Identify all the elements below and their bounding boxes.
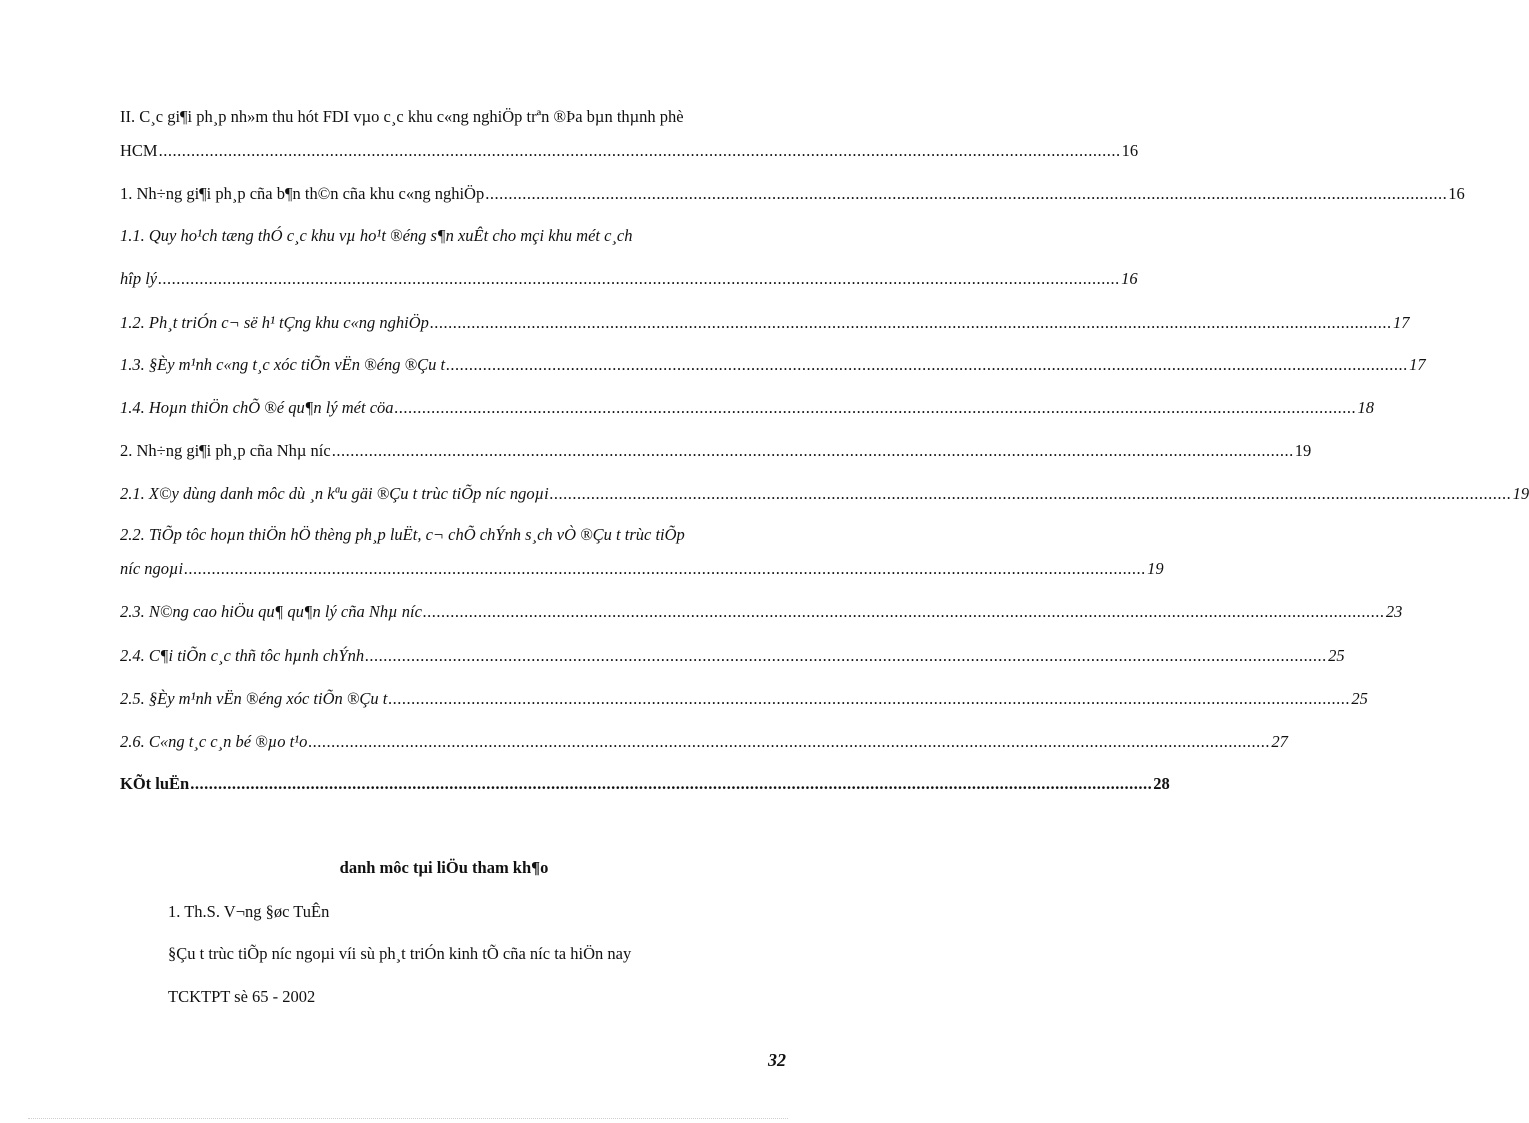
- toc-entry-ii-page: 16: [1121, 141, 1139, 160]
- toc-leader: ................................................................................................................................................................................................................: [158, 269, 1121, 288]
- toc-entry-2-6-page: 27: [1271, 732, 1288, 751]
- toc-leader: ................................................................................................................................................................................................................: [365, 646, 1328, 665]
- toc-entry-2-label: 2. Nh÷ng gi¶i ph¸p cña Nhµ níc: [120, 441, 331, 460]
- toc-entry-ii-cont: HCM: [120, 141, 158, 160]
- toc-entry-2-3: [120, 600, 1403, 622]
- toc-entry-1-4-page: 18: [1357, 398, 1375, 417]
- toc-entry-2-5-page: 25: [1351, 689, 1368, 708]
- toc-entry-1-1-page: 16: [1121, 269, 1138, 288]
- toc-entry-conclusion-label: KÕt luËn: [120, 774, 190, 793]
- toc-leader: ................................................................................................................................................................................................................: [429, 313, 1392, 332]
- toc-entry-1: [120, 182, 1465, 204]
- toc-leader: ................................................................................................................................................................................................................: [331, 441, 1294, 460]
- toc-entry-1-3-page: 17: [1409, 355, 1426, 374]
- toc-leader: ................................................................................................................................................................................................................: [308, 732, 1271, 751]
- toc-entry-1-1-line1: [120, 226, 770, 246]
- toc-entry-2-3-page: 23: [1385, 602, 1403, 621]
- toc-leader: ................................................................................................................................................................................................................: [190, 774, 1153, 793]
- reference-title: §Çu t trùc tiÕp níc ngoµi víi sù ph¸t triÓn kinh tÕ cña níc ta hiÖn nay: [168, 944, 632, 963]
- toc-entry-1-2-page: 17: [1392, 313, 1410, 332]
- toc-entry-1-2-label: 1.2. Ph¸t triÓn c¬ së h¹ tÇng khu c«ng nghiÖp: [120, 313, 429, 332]
- toc-leader: ................................................................................................................................................................................................................: [388, 689, 1351, 708]
- toc-entry-1-3-label: 1.3. §Èy m¹nh c«ng t¸c xóc tiÕn vËn ®éng ®Çu t: [120, 355, 446, 374]
- toc-entry-1-1-label: 1.1. Quy ho¹ch tæng thÓ c¸c khu vµ ho¹t ®éng s¶n xuÊt cho mçi khu mét c¸ch: [120, 226, 633, 245]
- toc-entry-2-2-page: 19: [1147, 559, 1164, 578]
- toc-entry-2-2-cont: níc ngoµi: [120, 559, 184, 578]
- toc-entry-2-1-page: 19: [1512, 484, 1529, 503]
- toc-entry-2-1: [120, 482, 1529, 504]
- toc-entry-ii-label: II. C¸c gi¶i ph¸p nh»m thu hót FDI vµo c¸c khu c«ng nghiÖp trªn ®Þa bµn thµnh phè: [120, 107, 684, 126]
- toc-entry-2-3-label: 2.3. N©ng cao hiÖu qu¶ qu¶n lý cña Nhµ níc: [120, 602, 422, 621]
- toc-entry-2-6: [120, 730, 1288, 752]
- toc-entry-ii-line1: [120, 107, 770, 127]
- toc-entry-1-3: [120, 353, 1426, 375]
- toc-entry-2-4-page: 25: [1328, 646, 1345, 665]
- page-number: 32: [768, 1050, 786, 1070]
- toc-entry-2-2-label: 2.2. TiÕp tôc hoµn thiÖn hÖ thèng ph¸p luËt, c¬ chÕ chÝnh s¸ch vÒ ®Çu t trùc tiÕp: [120, 525, 685, 544]
- toc-entry-2-1-label: 2.1. X©y dùng danh môc dù ¸n kªu gäi ®Çu t trùc tiÕp níc ngoµi: [120, 484, 549, 503]
- toc-entry-1-page: 16: [1448, 184, 1465, 203]
- toc-entry-2-5: [120, 687, 1368, 709]
- toc-entry-2-2-line2: [120, 557, 1164, 579]
- toc-entry-2-page: 19: [1294, 441, 1312, 460]
- toc-entry-2-4-label: 2.4. C¶i tiÕn c¸c thñ tôc hµnh chÝnh: [120, 646, 365, 665]
- toc-leader: ................................................................................................................................................................................................................: [158, 141, 1121, 160]
- toc-entry-conclusion-page: 28: [1153, 774, 1170, 793]
- toc-entry-2: [120, 439, 1312, 461]
- toc-leader: ................................................................................................................................................................................................................: [549, 484, 1512, 503]
- toc-leader: ................................................................................................................................................................................................................: [485, 184, 1448, 203]
- toc-leader: ................................................................................................................................................................................................................: [422, 602, 1385, 621]
- toc-entry-ii-line2: [120, 139, 1139, 161]
- toc-entry-1-2: [120, 311, 1410, 333]
- toc-entry-1-4: [120, 396, 1375, 418]
- toc-leader: ................................................................................................................................................................................................................: [446, 355, 1409, 374]
- toc-entry-2-6-label: 2.6. C«ng t¸c c¸n bé ®µo t¹o: [120, 732, 308, 751]
- toc-entry-2-2-line1: [120, 525, 770, 545]
- references-heading: danh môc tµi liÖu tham kh¶o: [339, 858, 549, 877]
- reference-source: TCKTPT sè 65 - 2002: [168, 987, 316, 1006]
- toc-entry-conclusion: [120, 772, 1170, 794]
- toc-entry-1-1-line2: [120, 267, 1138, 289]
- toc-entry-1-1-cont: hîp lý: [120, 269, 158, 288]
- toc-entry-2-4: [120, 644, 1345, 666]
- toc-entry-2-5-label: 2.5. §Èy m¹nh vËn ®éng xóc tiÕn ®Çu t: [120, 689, 388, 708]
- toc-entry-1-label: 1. Nh÷ng gi¶i ph¸p cña b¶n th©n cña khu c«ng nghiÖp: [120, 184, 485, 203]
- toc-leader: ................................................................................................................................................................................................................: [394, 398, 1357, 417]
- toc-leader: ................................................................................................................................................................................................................: [184, 559, 1147, 578]
- page-bottom-rule: [28, 1118, 788, 1119]
- toc-entry-1-4-label: 1.4. Hoµn thiÖn chÕ ®é qu¶n lý mét cöa: [120, 398, 394, 417]
- reference-author: 1. Th.S. V¬ng §øc TuÊn: [168, 902, 330, 921]
